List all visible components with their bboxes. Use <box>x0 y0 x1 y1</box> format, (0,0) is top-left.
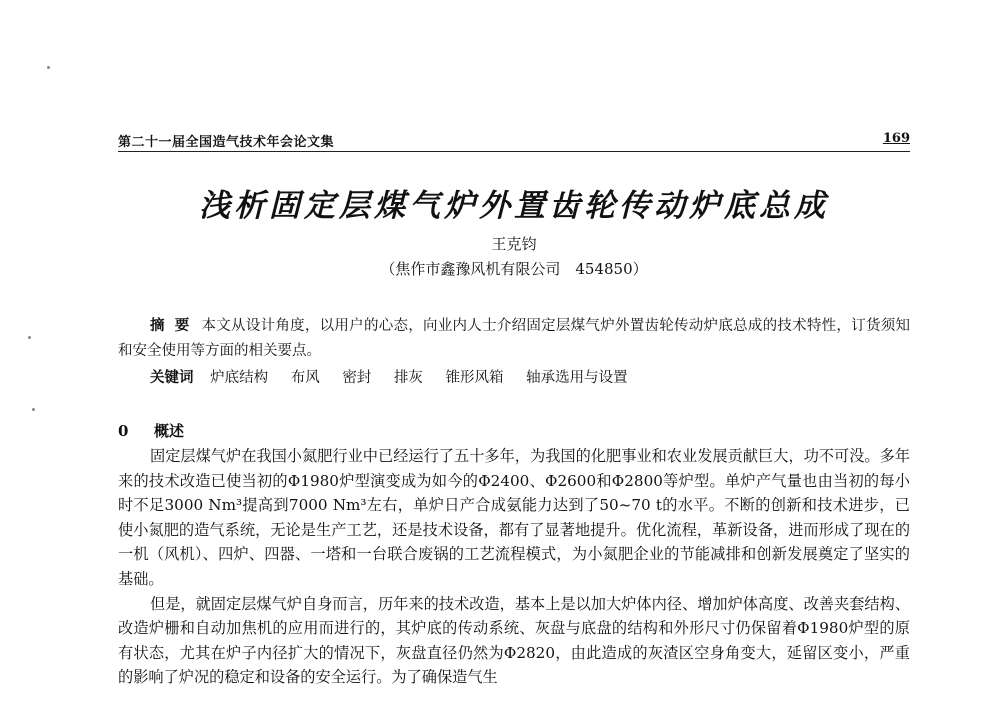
scan-speck <box>28 336 31 339</box>
scan-speck <box>32 408 35 411</box>
keyword-item: 锥形风箱 <box>445 370 504 386</box>
keyword-item: 排灰 <box>393 370 423 386</box>
keywords-label: 关键词 <box>150 369 194 386</box>
abstract-label <box>150 317 190 334</box>
keyword-item: 布风 <box>290 370 320 386</box>
keyword-item: 密封 <box>342 370 372 386</box>
abstract-text: 本文从设计角度，以用户的心态，向业内人士介绍固定层煤气炉外置齿轮传动炉底总成的技术特性，订货须知和安全使用等方面的相关要点。 <box>118 318 910 359</box>
keyword-item: 炉底结构 <box>210 370 269 386</box>
paragraph: 固定层煤气炉在我国小氮肥行业中已经运行了五十多年，为我国的化肥事业和农业发展贡献巨大，功不可没。多年来的技术改造已使当初的Φ1980炉型演变成为如今的Φ2400、Φ2600和Φ2800等炉型。单炉产气量也由当初的每小时不足3000 Nm³提高到7000 Nm³左右，单炉日产合成氨能力达到了50~70 t的水平。不断的创新和技术进步，已使小氮肥的造气系统，无论是生产工艺，还是技术设备，都有了显著地提升。优化流程，革新设备，进而形成了现在的一机（风机）、四炉、四器、一塔和一台联合废锅的工艺流程模式，为小氮肥企业的节能减排和创新发展奠定了坚实的基础。 <box>118 447 910 588</box>
section-number: 0 <box>118 422 129 440</box>
journal-title: 第二十一届全国造气技术年会论文集 <box>118 135 335 150</box>
body-text <box>118 444 910 703</box>
section-title: 概述 <box>154 422 185 440</box>
abstract <box>118 313 910 364</box>
abstract-label-char-1: 摘 <box>150 317 165 334</box>
author-name: 王克钧 <box>491 235 537 253</box>
scan-speck <box>47 66 50 69</box>
author-affiliation: （焦作市鑫豫风机有限公司 454850） <box>380 260 648 278</box>
running-header <box>118 131 910 152</box>
paper-title: 浅析固定层煤气炉外置齿轮传动炉底总成 <box>199 188 829 224</box>
abstract-label-char-2: 要 <box>174 317 190 334</box>
page-number: 169 <box>882 131 910 146</box>
keywords <box>150 366 910 387</box>
keyword-item: 轴承选用与设置 <box>526 370 628 386</box>
paragraph: 但是，就固定层煤气炉自身而言，历年来的技术改造，基本上是以加大炉体内径、增加炉体高度、改善夹套结构、改造炉栅和自动加焦机的应用而进行的，其炉底的传动系统、灰盘与底盘的结构和外形尺寸仍保留着Φ1980炉型的原有状态，尤其在炉子内径扩大的情况下，灰盘直径仍然为Φ2820，由此造成的灰渣区空身角变大，延留区变小，严重的影响了炉况的稳定和设备的安全运行。为了确保造气生 <box>118 594 910 687</box>
section-heading <box>118 420 184 441</box>
